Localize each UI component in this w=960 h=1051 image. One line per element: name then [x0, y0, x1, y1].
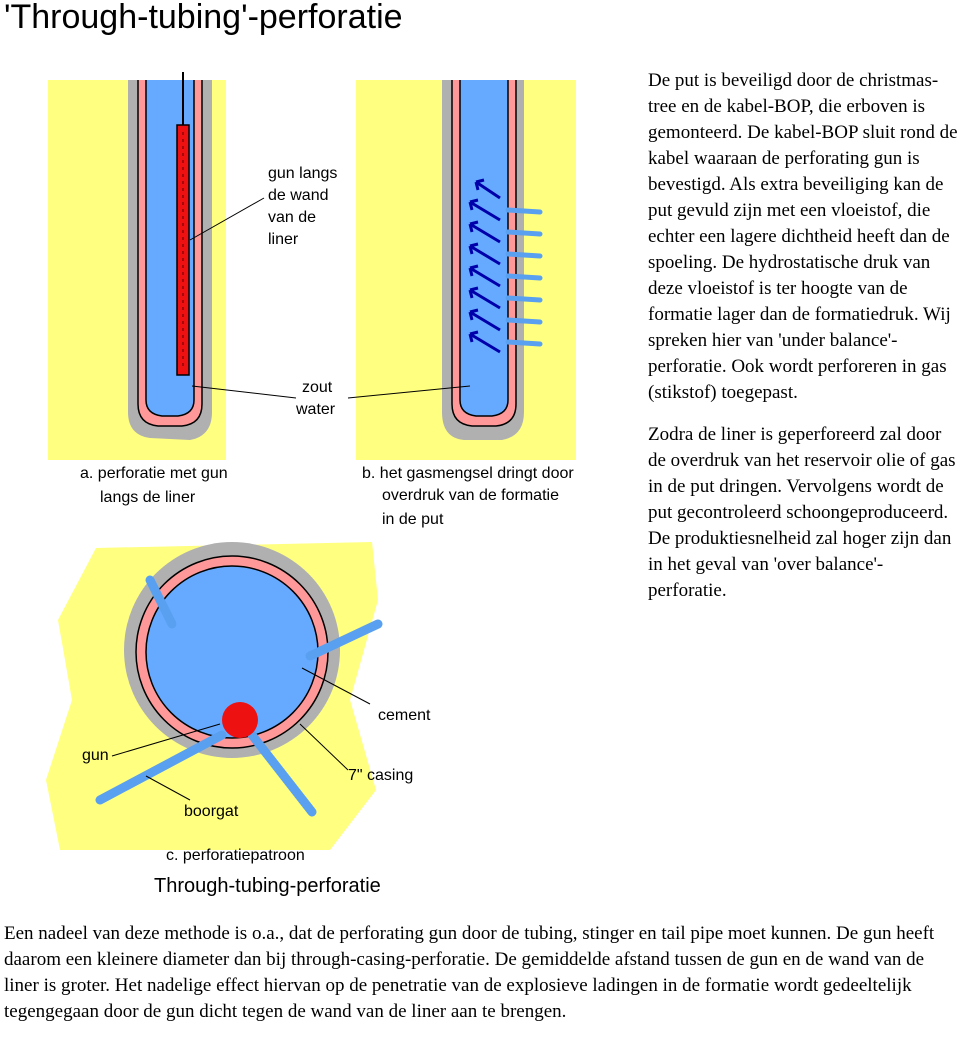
label-gun: gun: [82, 747, 109, 764]
bottom-text: [4, 921, 960, 1025]
side-text: [648, 68, 960, 620]
caption-b-2: overdruk van de formatie: [382, 487, 559, 504]
panel-b-well: [348, 80, 576, 460]
label-gun-wall-1: gun langs: [268, 165, 338, 182]
label-casing: 7" casing: [348, 767, 414, 784]
label-gun-wall-3: van de: [268, 209, 317, 226]
bottom-paragraph: Een nadeel van deze methode is o.a., dat de perforating gun door de tubing, stinger en tail pipe moet kunnen. De gun heeft daarom een kleinere diameter dan bij through-casing-perforatie. De gemiddelde afstand tussen de gun en de wand van de liner is groter. Het nadelige effect hiervan op de penetratie van de explosieve ladingen in de formatie wordt gedeeltelijk tegengegaan door de gun dicht tegen de wand van de liner aan te brengen.: [4, 923, 935, 1022]
label-cement: cement: [378, 707, 431, 724]
caption-b-3: in de put: [382, 511, 444, 528]
label-salt-1: zout: [302, 379, 333, 396]
caption-a-1: a. perforatie met gun: [80, 465, 228, 482]
caption-c: c. perforatiepatroon: [166, 847, 305, 864]
caption-b-1: b. het gasmengsel dringt door: [362, 465, 574, 482]
caption-a-2: langs de liner: [100, 489, 196, 506]
label-boorgat: boorgat: [184, 803, 239, 820]
side-paragraph-1: De put is beveiligd door de christmas-tree en de kabel-BOP, die erboven is gemonteerd. De kabel-BOP sluit rond de kabel waaraan de perforating gun is bevestigd. Als extra beveiliging kan de put gevuld zijn met een vloeistof, die echter een lagere dichtheid heeft dan de spoeling. De hydrostatische druk van deze vloeistof is ter hoogte van de formatie lager dan de formatiedruk. Wij spreken hier van 'under balance'-perforatie. Ook wordt perforeren in gas (stikstof) toegepast.: [648, 70, 958, 403]
panel-c-gun: [222, 702, 258, 738]
label-gun-wall-2: de wand: [268, 187, 329, 204]
panel-a-well: [48, 72, 296, 460]
panel-b-fluid: [460, 80, 508, 416]
side-paragraph-2: Zodra de liner is geperforeerd zal door de overdruk van het reservoir olie of gas in de put dringen. Vervolgens wordt de put gecontroleerd schoongeproduceerd. De produktiesnelheid zal hoger zijn dan in het geval van 'over balance'-perforatie.: [648, 424, 956, 601]
page-title: 'Through-tubing'-perforatie: [4, 0, 403, 36]
label-gun-wall-4: liner: [268, 231, 299, 248]
label-salt-2: water: [296, 401, 336, 418]
figure-title: Through-tubing-perforatie: [154, 875, 381, 897]
